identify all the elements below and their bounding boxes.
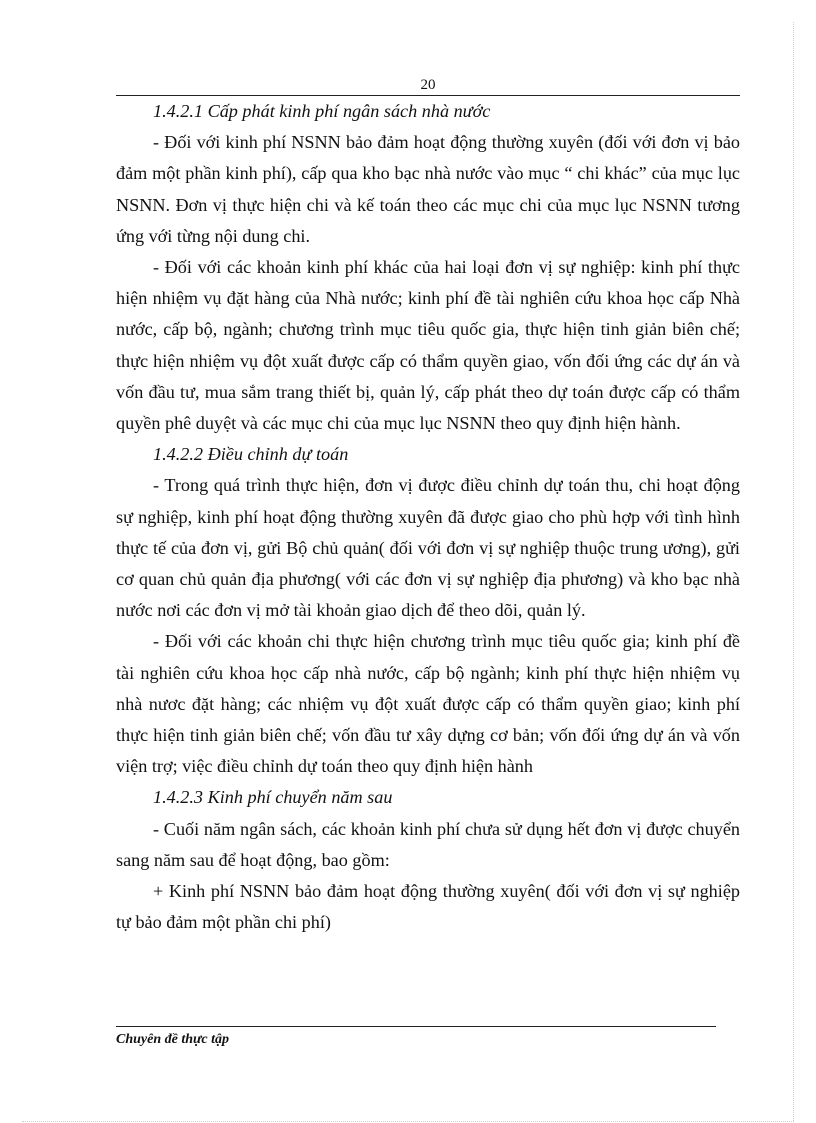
section-heading-1-4-2-3: 1.4.2.3 Kinh phí chuyển năm sau: [153, 787, 393, 808]
section-heading-1-4-2-1: 1.4.2.1 Cấp phát kinh phí ngân sách nhà nước: [153, 101, 491, 121]
paragraph: - Đối với kinh phí NSNN bảo đảm hoạt động thường xuyên (đối với đơn vị bảo đảm một phần kinh phí), cấp qua kho bạc nhà nước vào mục “ chi khác” của mục lục NSNN. Đơn vị thực hiện chi và kế toán theo các mục chi của mục lục NSNN tương ứng với từng nội dung chi.: [116, 132, 740, 246]
paragraph: - Đối với các khoản chi thực hiện chương trình mục tiêu quốc gia; kinh phí đề tài nghiên cứu khoa học cấp nhà nước, cấp bộ ngành; kinh phí thực hiện nhiệm vụ nhà nươc đặt hàng; các nhiệm vụ đột xuất được cấp có thẩm quyền giao; kinh phí thực hiện tinh giản biên chế; vốn đầu tư xây dựng cơ bản; vốn đối ứng dự án và vốn viện trợ; việc điều chỉnh dự toán theo quy định hiện hành: [116, 631, 740, 777]
section-heading-1-4-2-2: 1.4.2.2 Điều chỉnh dự toán: [153, 444, 349, 465]
page-bottom-border: [22, 1121, 794, 1122]
page-right-border: [793, 22, 794, 1121]
page-number: 20: [420, 77, 436, 93]
paragraph: + Kinh phí NSNN bảo đảm hoạt động thường xuyên( đối với đơn vị sự nghiệp tự bảo đảm một phần chi phí): [116, 881, 740, 933]
paragraph: - Đối với các khoản kinh phí khác của hai loại đơn vị sự nghiệp: kinh phí thực hiện nhiệm vụ đặt hàng của Nhà nước; kinh phí đề tài nghiên cứu khoa học cấp Nhà nước, cấp bộ, ngành; chương trình mục tiêu quốc gia, thực hiện tinh giản biên chế; thực hiện nhiệm vụ đột xuất được cấp có thẩm quyền giao, vốn đối ứng các dự án và vốn đầu tư, mua sắm trang thiết bị, quản lý, cấp phát theo dự toán được cấp có thẩm quyền phê duyệt và các mục chi của mục lục NSNN theo quy định hiện hành.: [116, 257, 740, 434]
footer-divider: [116, 1026, 716, 1027]
footer-title: Chuyên đề thực tập: [116, 1032, 230, 1047]
paragraph: - Cuối năm ngân sách, các khoản kinh phí chưa sử dụng hết đơn vị được chuyển sang năm sau để hoạt động, bao gồm:: [116, 818, 740, 870]
paragraph: - Trong quá trình thực hiện, đơn vị được điều chỉnh dự toán thu, chi hoạt động sự nghiệp, kinh phí hoạt động thường xuyên đã được giao cho phù hợp với tình hình thực tế của đơn vị, gửi Bộ chủ quản( đối với đơn vị sự nghiệp thuộc trung ương), gửi cơ quan chủ quản địa phương( với các đơn vị sự nghiệp địa phương) và kho bạc nhà nước nơi các đơn vị mở tài khoản giao dịch để theo dõi, quản lý.: [116, 475, 740, 621]
document-body: [116, 96, 740, 938]
